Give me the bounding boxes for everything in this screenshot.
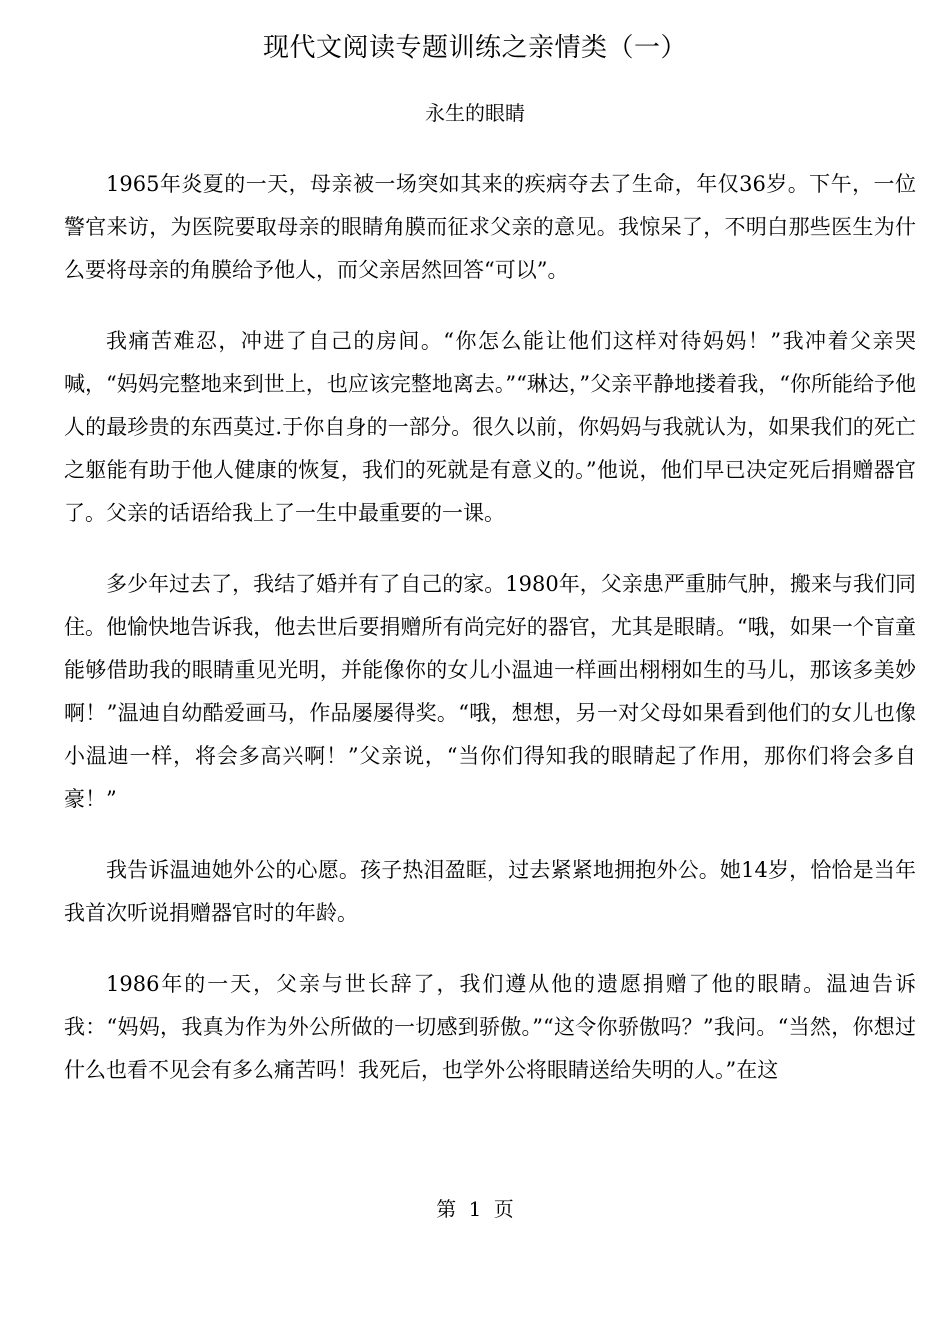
page-number: 第 1 页: [436, 1197, 514, 1221]
document-title: 现代文阅读专题训练之亲情类（一）: [262, 33, 687, 63]
paragraph-2: 我痛苦难忍，冲进了自己的房间。“你怎么能让他们这样对待妈妈！”我冲着父亲哭喊，“妈妈完整地来到世上，也应该完整地离去。”“琳达，”父亲平静地搂着我，“你所能给予他人的最珍贵的东西莫过.于你自身的一部分。很久以前，你妈妈与我就认为，如果我们的死亡之躯能有助于他人健康的恢复，我们的死就是有意义的。”他说，他们早已决定死后捐赠器官了。父亲的话语给我上了一生中最重要的一课。: [64, 329, 916, 525]
paragraph-1: 1965年炎夏的一天，母亲被一场突如其来的疾病夺去了生命，年仅36岁。下午，一位警官来访，为医院要取母亲的眼睛角膜而征求父亲的意见。我惊呆了，不明白那些医生为什么要将母亲的角膜给予他人，而父亲居然回答“可以”。: [64, 172, 916, 282]
paragraph-5: 1986年的一天，父亲与世长辞了，我们遵从他的遗愿捐赠了他的眼睛。温迪告诉我：“妈妈，我真为作为外公所做的一切感到骄傲。”“这令你骄傲吗？”我问。“当然，你想过什么也看不见会有多么痛苦吗！我死后，也学外公将眼睛送给失明的人。”在这: [64, 972, 916, 1082]
paragraph-3: 多少年过去了，我结了婚并有了自己的家。1980年，父亲患严重肺气肿，搬来与我们同住。他愉快地告诉我，他去世后要捐赠所有尚完好的器官，尤其是眼睛。“哦，如果一个盲童能够借助我的眼睛重见光明，并能像你的女儿小温迪一样画出栩栩如生的马儿，那该多美妙啊！”温迪自幼酷爱画马，作品屡屡得奖。“哦，想想，另一对父母如果看到他们的女儿也像小温迪一样，将会多高兴啊！”父亲说，“当你们得知我的眼睛起了作用，那你们将会多自豪！”: [64, 572, 916, 811]
paragraph-4: 我告诉温迪她外公的心愿。孩子热泪盈眶，过去紧紧地拥抱外公。她14岁，恰恰是当年我首次听说捐赠器官时的年龄。: [64, 858, 916, 925]
article-title: 永生的眼睛: [425, 101, 525, 125]
article-body: [64, 163, 916, 1120]
